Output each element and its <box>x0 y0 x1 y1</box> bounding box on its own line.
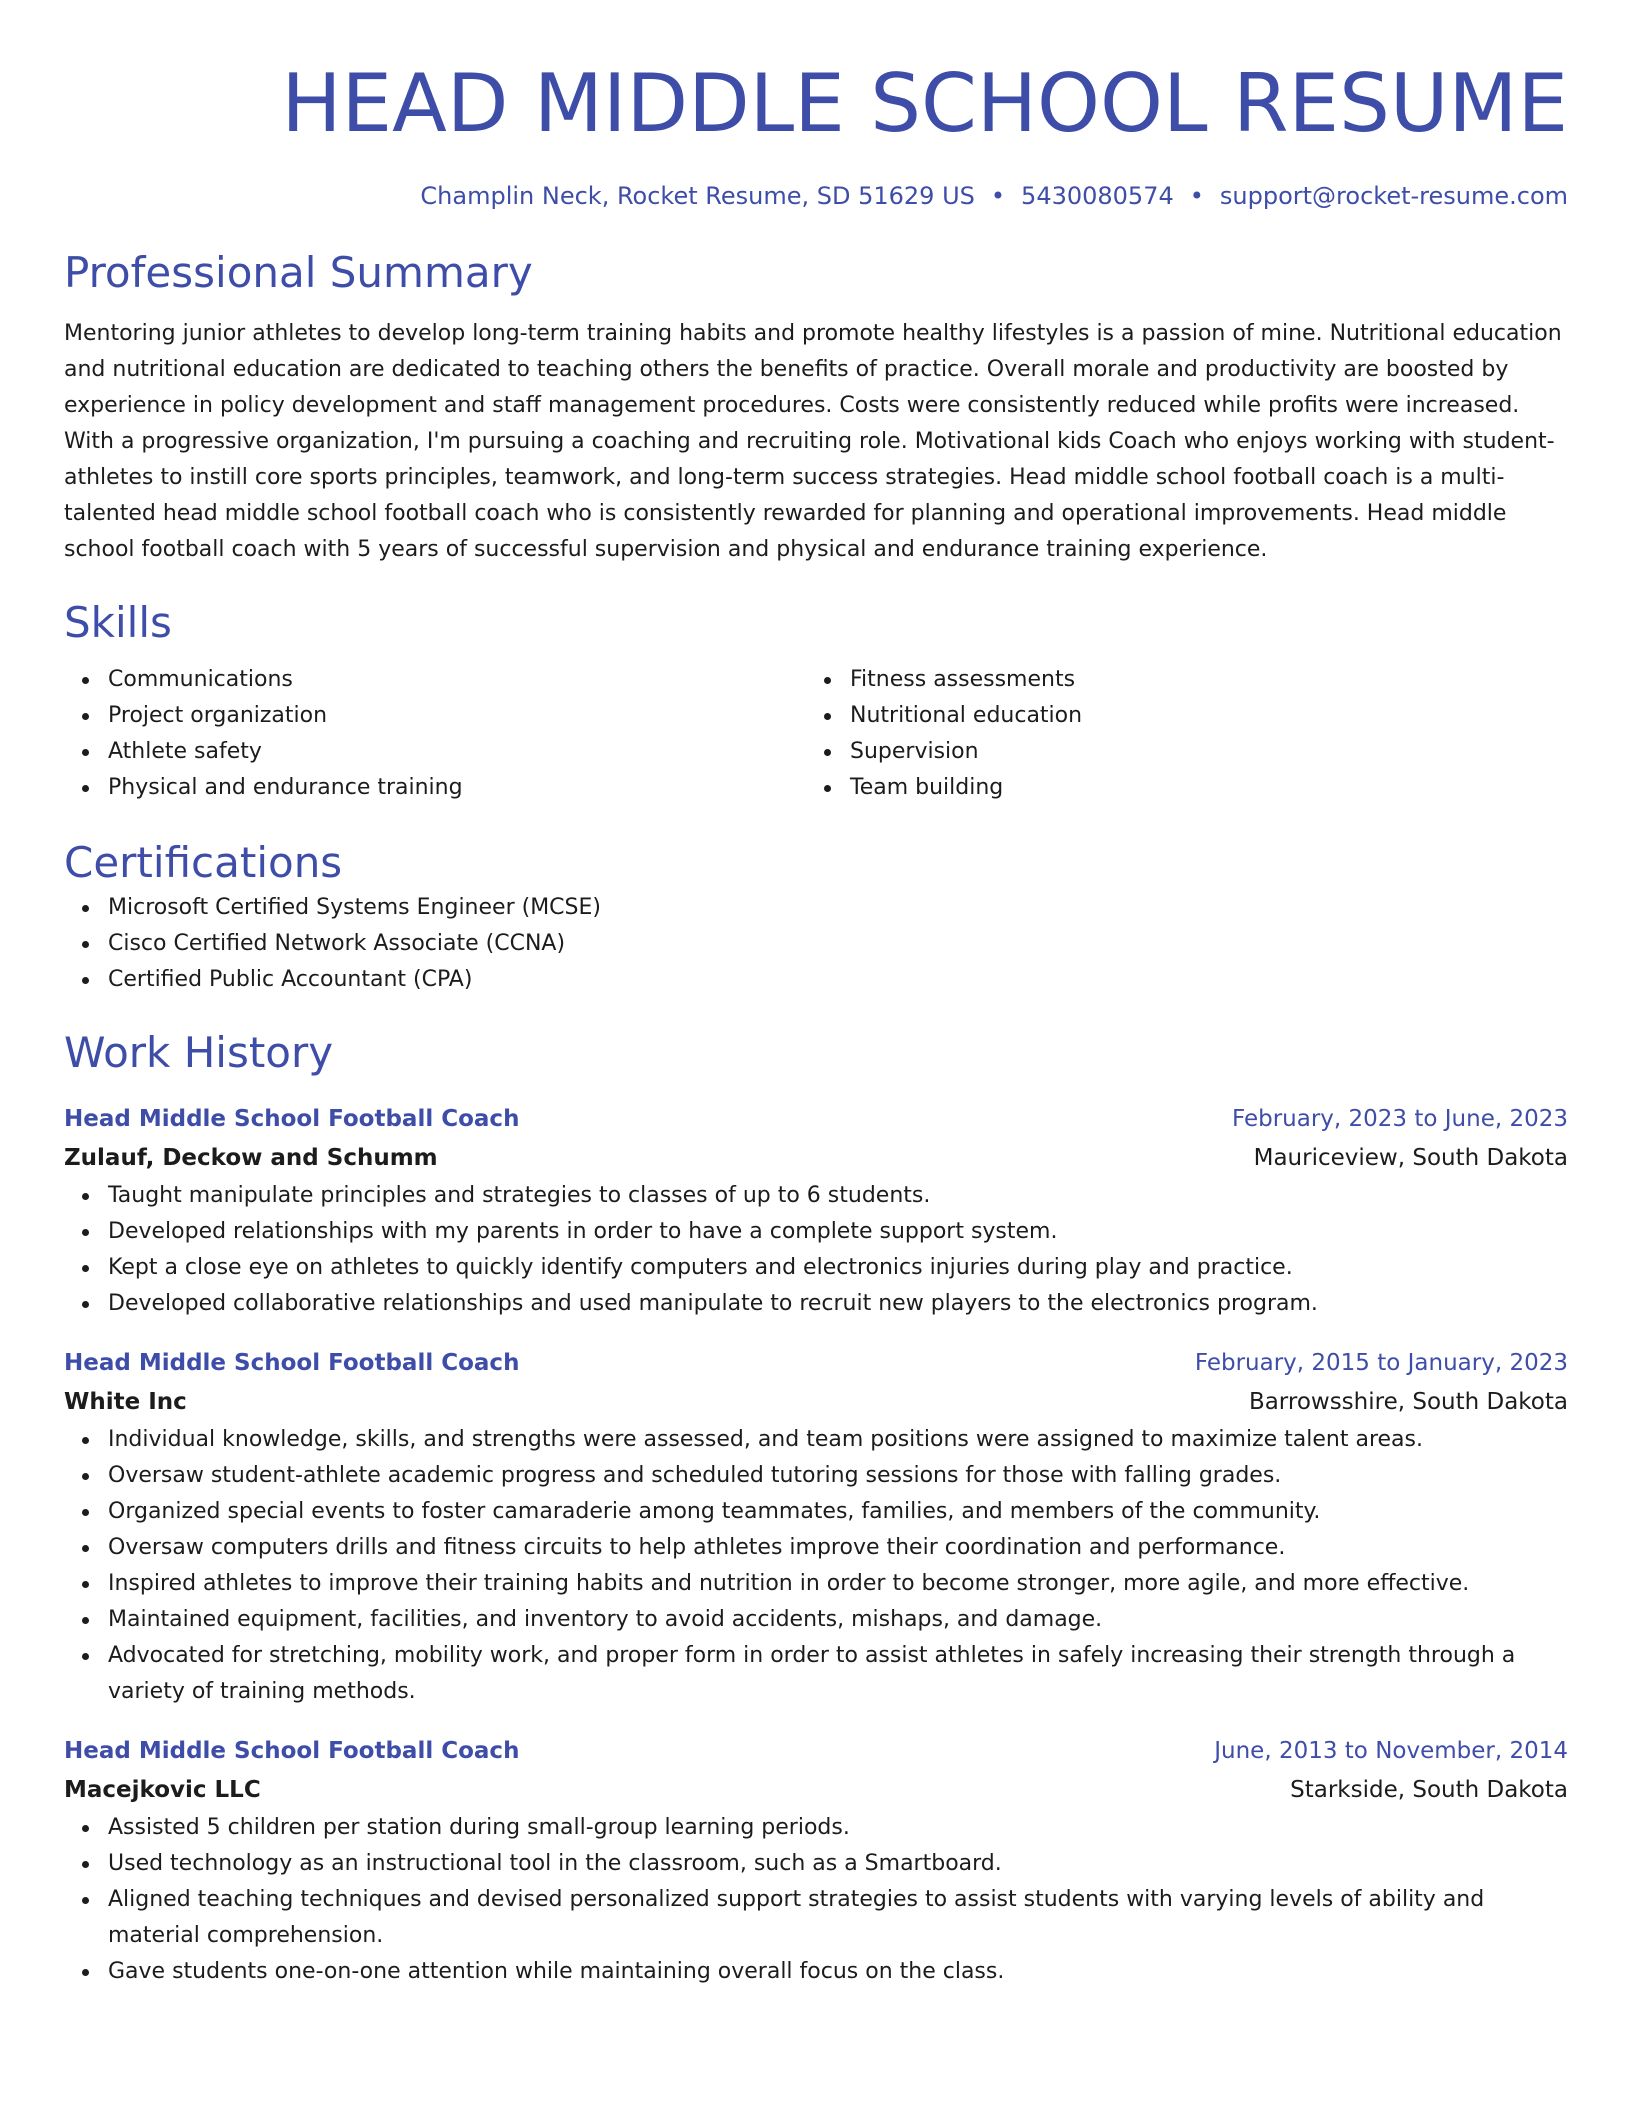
job-bullet: Assisted 5 children per station during small-group learning periods. <box>108 1810 1568 1846</box>
contact-separator: • <box>1189 182 1204 210</box>
job-entry <box>64 1344 1568 1710</box>
skills-list-left <box>64 662 806 806</box>
job-bullet: Developed collaborative relationships and used manipulate to recruit new players to the electronics program. <box>108 1286 1568 1322</box>
skill-item: Supervision <box>850 734 1548 770</box>
job-bullet: Taught manipulate principles and strategies to classes of up to 6 students. <box>108 1178 1568 1214</box>
job-company-row <box>64 1138 1568 1178</box>
job-entry <box>64 1732 1568 1990</box>
job-header-row <box>64 1100 1568 1138</box>
job-bullet-list <box>64 1178 1568 1322</box>
contact-address: Champlin Neck, Rocket Resume, SD 51629 US <box>420 182 975 210</box>
job-bullet: Oversaw computers drills and fitness circuits to help athletes improve their coordination and performance. <box>108 1530 1568 1566</box>
resume-title: HEAD MIDDLE SCHOOL RESUME <box>281 57 1568 150</box>
job-company-row <box>64 1770 1568 1810</box>
job-location: Barrowsshire, South Dakota <box>1248 1389 1568 1415</box>
skill-item: Nutritional education <box>850 698 1548 734</box>
skill-item: Fitness assessments <box>850 662 1548 698</box>
job-role: Head Middle School Football Coach <box>64 1738 520 1764</box>
job-location: Starkside, South Dakota <box>1290 1777 1568 1803</box>
work-history-heading: Work History <box>64 1028 334 1077</box>
job-bullet: Oversaw student-athlete academic progress and scheduled tutoring sessions for those with falling grades. <box>108 1458 1568 1494</box>
job-bullet: Individual knowledge, skills, and strengths were assessed, and team positions were assigned to maximize talent areas. <box>108 1422 1568 1458</box>
certification-item: Microsoft Certified Systems Engineer (MCSE) <box>108 890 1568 926</box>
job-company: Macejkovic LLC <box>64 1777 261 1803</box>
contact-line <box>64 180 1568 212</box>
job-entry <box>64 1100 1568 1322</box>
job-role: Head Middle School Football Coach <box>64 1350 520 1376</box>
job-role: Head Middle School Football Coach <box>64 1106 520 1132</box>
summary-text: Mentoring junior athletes to develop long-term training habits and promote healthy lifestyles is a passion of mine. Nutritional education and nutritional education are dedicated to teaching others the benefits of practice. Overall morale and productivity are boosted by experience in policy development and staff management procedures. Costs were consistently reduced while profits were increased. With a progressive organization, I'm pursuing a coaching and recruiting role. Motivational kids Coach who enjoys working with student-athletes to instill core sports principles, teamwork, and long-term success strategies. Head middle school football coach is a multi-talented head middle school football coach who is consistently rewarded for planning and operational improvements. Head middle school football coach with 5 years of successful supervision and physical and endurance training experience. <box>64 321 1562 562</box>
job-bullet: Maintained equipment, facilities, and inventory to avoid accidents, mishaps, and damage. <box>108 1602 1568 1638</box>
job-bullet: Gave students one-on-one attention while maintaining overall focus on the class. <box>108 1954 1568 1990</box>
skill-item: Team building <box>850 770 1548 806</box>
summary-heading: Professional Summary <box>64 248 533 297</box>
job-location: Mauriceview, South Dakota <box>1253 1145 1568 1171</box>
certification-item: Cisco Certified Network Associate (CCNA) <box>108 926 1568 962</box>
job-bullet-list <box>64 1810 1568 1990</box>
skills-list-right <box>806 662 1548 806</box>
contact-separator: • <box>990 182 1006 210</box>
skills-columns <box>64 662 1568 806</box>
certifications-heading: Certifications <box>64 838 343 887</box>
job-header-row <box>64 1732 1568 1770</box>
contact-email: support@rocket-resume.com <box>1219 182 1568 210</box>
job-company: Zulauf, Deckow and Schumm <box>64 1145 438 1171</box>
job-company-row <box>64 1382 1568 1422</box>
job-bullet: Kept a close eye on athletes to quickly identify computers and electronics injuries during play and practice. <box>108 1250 1568 1286</box>
job-bullet: Used technology as an instructional tool in the classroom, such as a Smartboard. <box>108 1846 1568 1882</box>
skill-item: Communications <box>108 662 806 698</box>
skill-item: Physical and endurance training <box>108 770 806 806</box>
job-bullet: Organized special events to foster camaraderie among teammates, families, and members of the community. <box>108 1494 1568 1530</box>
certifications-list <box>64 890 1568 998</box>
skill-item: Project organization <box>108 698 806 734</box>
skill-item: Athlete safety <box>108 734 806 770</box>
skills-heading: Skills <box>64 598 172 647</box>
contact-phone: 5430080574 <box>1021 182 1174 210</box>
certification-item: Certified Public Accountant (CPA) <box>108 962 1568 998</box>
resume-header <box>64 0 1568 212</box>
job-dates: June, 2013 to November, 2014 <box>1214 1738 1568 1764</box>
job-bullet: Advocated for stretching, mobility work, and proper form in order to assist athletes in safely increasing their strength through a variety of training methods. <box>108 1638 1568 1710</box>
job-bullet: Inspired athletes to improve their training habits and nutrition in order to become stronger, more agile, and more effective. <box>108 1566 1568 1602</box>
job-bullet: Developed relationships with my parents in order to have a complete support system. <box>108 1214 1568 1250</box>
job-company: White Inc <box>64 1389 187 1415</box>
skills-column-left <box>64 662 806 806</box>
skills-column-right <box>806 662 1548 806</box>
job-header-row <box>64 1344 1568 1382</box>
job-dates: February, 2015 to January, 2023 <box>1194 1350 1568 1376</box>
job-bullet: Aligned teaching techniques and devised personalized support strategies to assist students with varying levels of ability and material comprehension. <box>108 1882 1568 1954</box>
job-bullet-list <box>64 1422 1568 1710</box>
work-history-list <box>64 1100 1568 1990</box>
job-dates: February, 2023 to June, 2023 <box>1231 1106 1568 1132</box>
